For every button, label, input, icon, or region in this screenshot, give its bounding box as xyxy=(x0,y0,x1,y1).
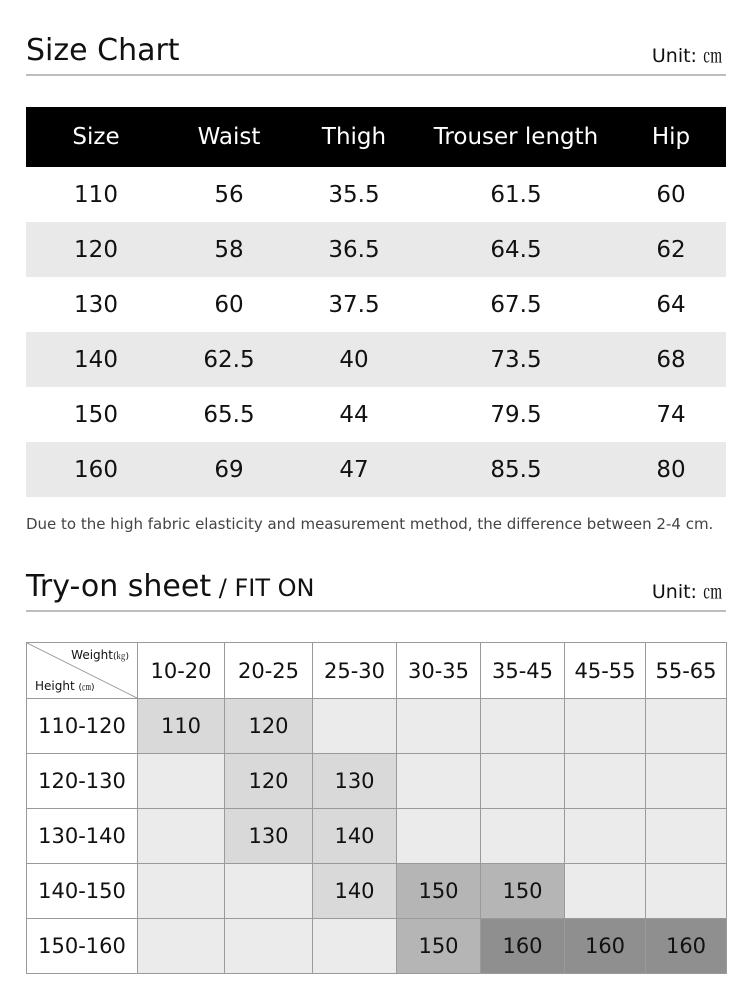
size-chart-cell: 58 xyxy=(166,222,292,277)
fit-sheet-row xyxy=(27,754,727,809)
corner-height-label xyxy=(35,679,95,693)
fit-sheet-corner-cell xyxy=(27,643,138,699)
size-chart-cell: 60 xyxy=(656,181,686,208)
fit-sheet-title-main: Try-on sheet xyxy=(26,569,212,604)
size-chart-cell: 60 xyxy=(214,291,244,318)
fit-size-cell xyxy=(225,919,313,974)
size-chart-cell: 130 xyxy=(74,291,118,318)
size-chart-cell: 65.5 xyxy=(203,401,255,428)
size-chart-column-header: Size xyxy=(26,107,166,167)
size-chart-unit: Unit: ㎝ xyxy=(651,45,722,67)
fit-size-cell xyxy=(565,699,646,754)
height-range-header: 120-130 xyxy=(27,754,138,809)
size-chart-row xyxy=(26,167,726,222)
size-chart-header-row xyxy=(26,107,726,167)
fit-sheet-subtitle: / FIT ON xyxy=(211,574,315,602)
size-chart-cell: 56 xyxy=(214,181,244,208)
size-chart-row xyxy=(26,442,726,497)
fit-size-cell xyxy=(646,809,727,864)
corner-weight-unit: (㎏) xyxy=(112,652,129,662)
size-chart-cell: 79.5 xyxy=(490,401,542,428)
height-range-header: 140-150 xyxy=(27,864,138,919)
fit-size-cell xyxy=(138,809,225,864)
height-range-header: 150-160 xyxy=(27,919,138,974)
fit-size-cell: 140 xyxy=(313,864,397,919)
size-chart-table xyxy=(26,107,726,497)
fit-size-cell xyxy=(225,864,313,919)
fit-size-cell xyxy=(481,699,565,754)
size-chart-column-header: Thigh xyxy=(292,107,416,167)
height-range-header: 110-120 xyxy=(27,699,138,754)
size-chart-cell: 85.5 xyxy=(416,442,616,497)
corner-weight-label xyxy=(71,648,129,662)
fit-size-cell: 140 xyxy=(313,809,397,864)
size-chart-cell: 160 xyxy=(26,442,166,497)
size-chart-title: Size Chart xyxy=(26,33,180,68)
size-chart-row xyxy=(26,387,726,442)
fit-sheet-row xyxy=(27,919,727,974)
corner-height-unit: (㎝) xyxy=(78,683,95,693)
weight-range-header: 35-45 xyxy=(481,643,565,699)
fit-sheet-header xyxy=(26,570,726,612)
weight-range-header: 25-30 xyxy=(313,643,397,699)
size-chart-cell: 140 xyxy=(26,332,166,387)
size-chart-cell: 40 xyxy=(292,332,416,387)
fit-sheet-table xyxy=(26,642,727,974)
height-range-header: 130-140 xyxy=(27,809,138,864)
weight-range-header: 55-65 xyxy=(646,643,727,699)
fit-size-cell xyxy=(481,809,565,864)
fit-size-cell xyxy=(565,864,646,919)
size-chart-body xyxy=(26,167,726,497)
size-chart-cell: 44 xyxy=(339,401,369,428)
measurement-note: Due to the high fabric elasticity and measurement method, the difference between 2-4 cm. xyxy=(26,515,714,533)
fit-size-cell xyxy=(481,754,565,809)
fit-size-cell xyxy=(646,864,727,919)
size-chart-cell: 73.5 xyxy=(416,332,616,387)
size-chart-cell: 36.5 xyxy=(292,222,416,277)
size-chart-cell: 37.5 xyxy=(328,291,380,318)
fit-size-cell xyxy=(138,754,225,809)
size-chart-cell: 68 xyxy=(616,332,726,387)
fit-size-cell xyxy=(565,809,646,864)
fit-size-cell xyxy=(313,699,397,754)
size-chart-row xyxy=(26,222,726,277)
fit-size-cell xyxy=(397,754,481,809)
fit-size-cell xyxy=(313,919,397,974)
fit-size-cell: 120 xyxy=(225,699,313,754)
fit-size-cell: 160 xyxy=(481,919,565,974)
fit-sheet-unit: Unit: ㎝ xyxy=(651,581,722,603)
fit-size-cell: 160 xyxy=(565,919,646,974)
size-chart-cell: 61.5 xyxy=(490,181,542,208)
fit-sheet-body xyxy=(27,699,727,974)
size-chart-column-header: Hip xyxy=(616,107,726,167)
size-chart-column-header: Trouser length xyxy=(416,107,616,167)
size-chart-cell: 62.5 xyxy=(166,332,292,387)
fit-sheet-row xyxy=(27,699,727,754)
size-chart-cell: 64.5 xyxy=(416,222,616,277)
weight-range-header: 30-35 xyxy=(397,643,481,699)
size-chart-cell: 35.5 xyxy=(328,181,380,208)
fit-size-cell xyxy=(646,699,727,754)
fit-sheet-row xyxy=(27,809,727,864)
size-chart-row xyxy=(26,332,726,387)
fit-size-cell: 150 xyxy=(397,919,481,974)
weight-range-header: 10-20 xyxy=(138,643,225,699)
size-chart-cell: 80 xyxy=(616,442,726,497)
size-chart-cell: 64 xyxy=(656,291,686,318)
size-chart-column-header: Waist xyxy=(166,107,292,167)
fit-size-cell: 110 xyxy=(138,699,225,754)
fit-size-cell: 150 xyxy=(481,864,565,919)
size-chart-cell: 120 xyxy=(26,222,166,277)
fit-size-cell xyxy=(397,809,481,864)
size-chart-cell: 67.5 xyxy=(490,291,542,318)
fit-size-cell: 160 xyxy=(646,919,727,974)
fit-sheet-title xyxy=(26,569,314,604)
fit-size-cell: 150 xyxy=(397,864,481,919)
size-chart-header xyxy=(26,34,726,76)
fit-size-cell xyxy=(646,754,727,809)
fit-sheet-row xyxy=(27,864,727,919)
fit-size-cell: 130 xyxy=(225,809,313,864)
fit-size-cell: 130 xyxy=(313,754,397,809)
size-chart-cell: 47 xyxy=(292,442,416,497)
size-chart-cell: 74 xyxy=(656,401,686,428)
corner-height-text: Height xyxy=(35,679,75,693)
size-chart-cell: 150 xyxy=(74,401,118,428)
fit-size-cell xyxy=(138,919,225,974)
fit-size-cell xyxy=(565,754,646,809)
size-chart-cell: 69 xyxy=(166,442,292,497)
weight-range-header: 20-25 xyxy=(225,643,313,699)
size-chart-cell: 110 xyxy=(74,181,118,208)
size-chart-cell: 62 xyxy=(616,222,726,277)
fit-size-cell xyxy=(138,864,225,919)
fit-size-cell: 120 xyxy=(225,754,313,809)
size-chart-row xyxy=(26,277,726,332)
fit-size-cell xyxy=(397,699,481,754)
weight-range-header: 45-55 xyxy=(565,643,646,699)
fit-sheet-header-row xyxy=(27,643,727,699)
corner-weight-text: Weight xyxy=(71,648,113,662)
